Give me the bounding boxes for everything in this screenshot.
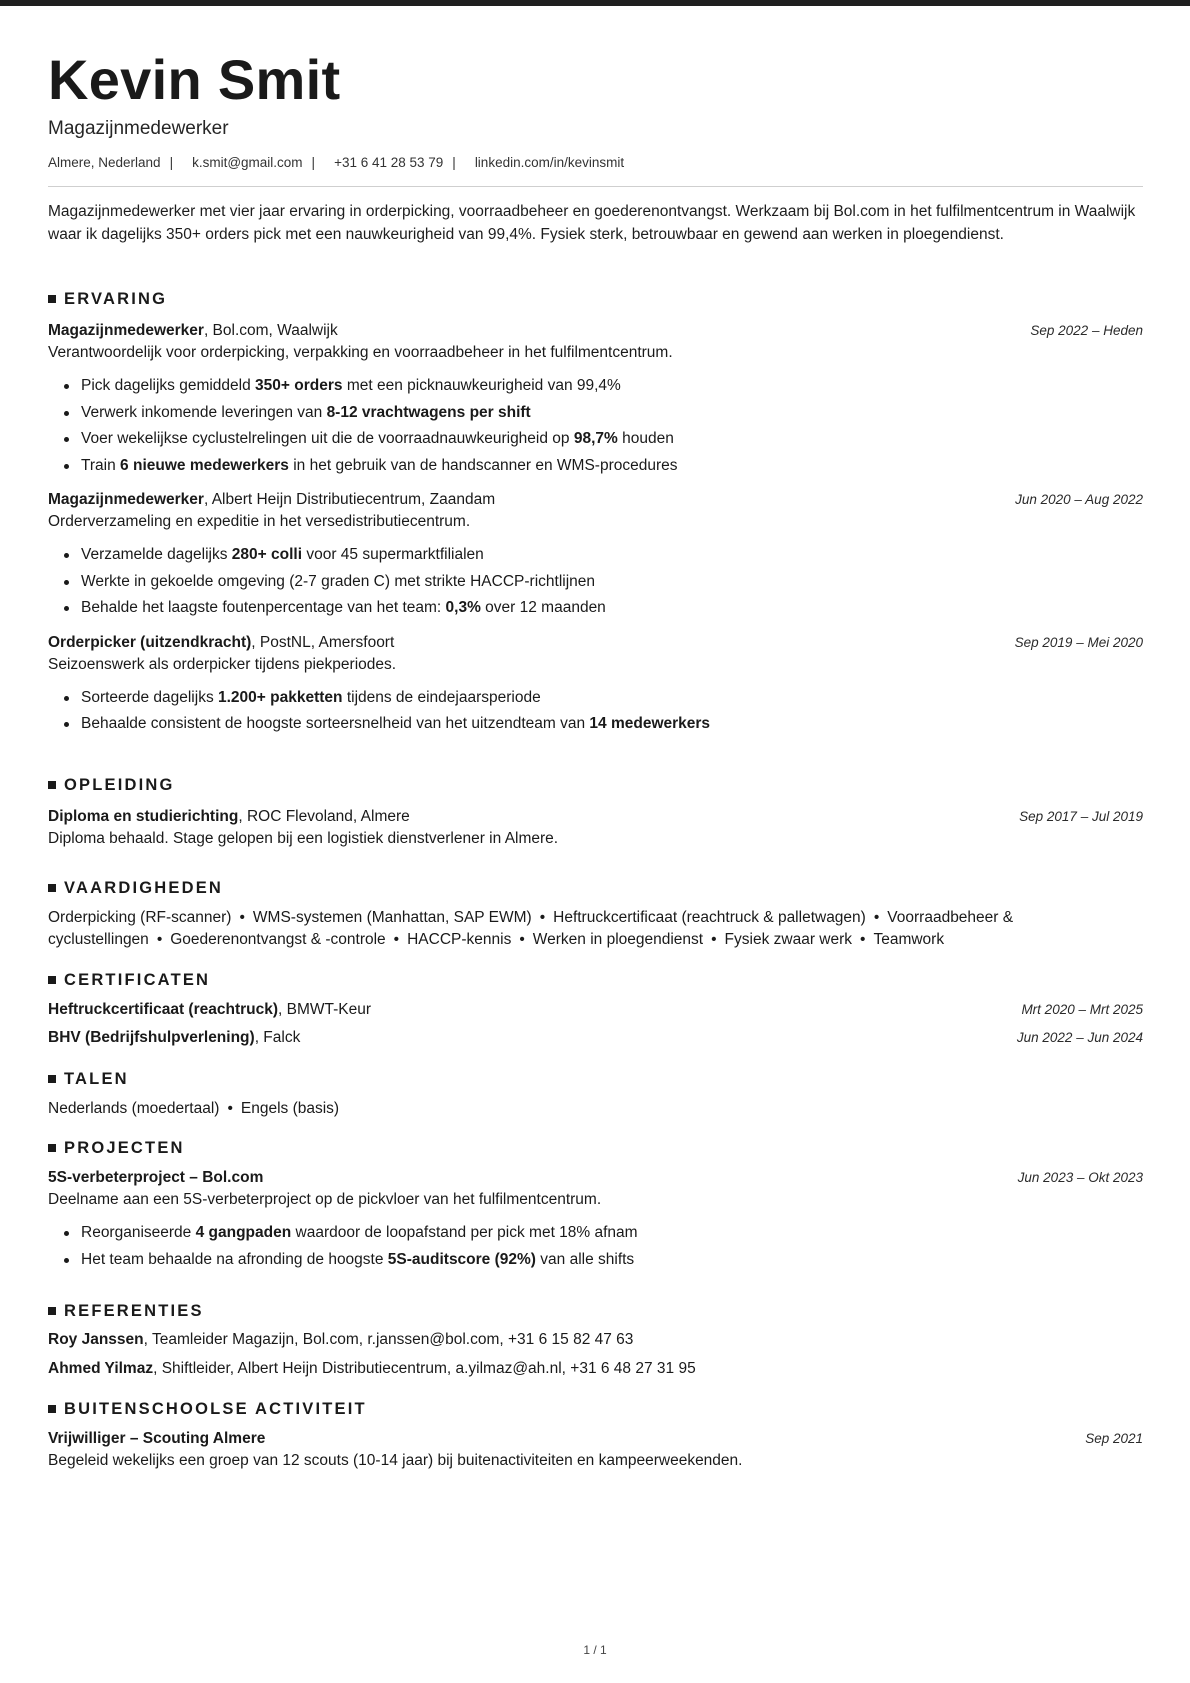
- contact-phone[interactable]: +31 6 41 28 53 79: [334, 155, 444, 170]
- section-heading: OPLEIDING: [48, 774, 1143, 796]
- section-heading: REFERENTIES: [48, 1300, 1143, 1322]
- square-bullet-icon: [48, 1405, 56, 1413]
- list-item: Pick dagelijks gemiddeld 350+ orders met een picknauwkeurigheid van 99,4%: [48, 373, 1143, 400]
- job-org: , PostNL, Amersfoort: [251, 633, 395, 651]
- job-description: Verantwoordelijk voor orderpicking, verpakking en voorraadbeheer in het fulfilmentcentrum.: [48, 344, 673, 361]
- list-item: Verwerk inkomende leveringen van 8-12 vrachtwagens per shift: [48, 400, 1143, 427]
- job-description: Seizoenswerk als orderpicker tijdens piekperiodes.: [48, 655, 397, 673]
- education-school: , ROC Flevoland, Almere: [238, 808, 410, 825]
- job-bullets: [48, 542, 1143, 622]
- job-header: [48, 320, 1143, 342]
- job-bullets: [48, 373, 1143, 479]
- references-section: [48, 1300, 1143, 1383]
- list-item: Het team behaalde na afronding de hoogste 5S-auditscore (92%) van alle shifts: [48, 1247, 1143, 1274]
- references-list: [48, 1325, 1143, 1383]
- section-heading: ERVARING: [48, 288, 1143, 310]
- job-entry: [48, 632, 1143, 738]
- job-date: Jun 2020 – Aug 2022: [1015, 492, 1143, 507]
- projects-section: [48, 1137, 1143, 1273]
- job-bullets: [48, 685, 1143, 738]
- skills-list: [48, 907, 1143, 951]
- activities-section: [48, 1398, 1143, 1472]
- job-header: [48, 489, 1143, 511]
- skills-line: Orderpicking (RF-scanner) • WMS-systemen (Manhattan, SAP EWM) • Heftruckcertificaat (reachtruck & palletwagen) • Voorraadbeheer &: [48, 909, 1014, 926]
- section-heading: PROJECTEN: [48, 1137, 1143, 1159]
- education-date: Sep 2017 – Jul 2019: [1019, 809, 1143, 824]
- contact-location: Almere, Nederland: [48, 155, 161, 170]
- section-heading: TALEN: [48, 1068, 1143, 1090]
- skills-section: [48, 877, 1143, 951]
- education-section: [48, 774, 1143, 850]
- job-date: Sep 2022 – Heden: [1030, 323, 1143, 338]
- languages-list: Nederlands (moedertaal) • Engels (basis): [48, 1100, 340, 1117]
- job-description: Orderverzameling en expeditie in het versedistributiecentrum.: [48, 513, 471, 530]
- job-role: Magazijnmedewerker: [48, 322, 204, 339]
- profile-summary: Magazijnmedewerker met vier jaar ervaring in orderpicking, voorraadbeheer en goederenontvangst. Werkzaam bij Bol.com in het fulfilmentcentrum in Waalwijk waar ik dagelijks 350+ orders pick met een nauwkeurigheid van 99,4%. Fysiek sterk, betrouwbaar en gewend aan werken in ploegendienst.: [48, 203, 1136, 243]
- contact-linkedin[interactable]: linkedin.com/in/kevinsmit: [474, 155, 625, 170]
- job-entry: [48, 320, 1143, 479]
- reference-row: Ahmed Yilmaz, Shiftleider, Albert Heijn Distributiecentrum, a.yilmaz@ah.nl, +31 6 48 27 31 95: [48, 1360, 696, 1377]
- square-bullet-icon: [48, 1144, 56, 1152]
- square-bullet-icon: [48, 884, 56, 892]
- header-divider: [48, 186, 1143, 187]
- list-item: Werkte in gekoelde omgeving (2-7 graden C) met strikte HACCP-richtlijnen: [48, 569, 1143, 596]
- contact-separator: |: [452, 155, 456, 170]
- project-header: [48, 1167, 1143, 1189]
- activity-header: [48, 1428, 1143, 1450]
- certificate-row: BHV (Bedrijfshulpverlening), Falck Jun 2022 – Jun 2024: [48, 1029, 1143, 1046]
- square-bullet-icon: [48, 295, 56, 303]
- project-bullets: [48, 1220, 1143, 1273]
- contact-email[interactable]: k.smit@gmail.com: [192, 155, 303, 170]
- job-org: , Bol.com, Waalwijk: [203, 322, 338, 339]
- certificate-row: Heftruckcertificaat (reachtruck), BMWT-Keur Mrt 2020 – Mrt 2025: [48, 1001, 1143, 1018]
- top-bar: [0, 0, 1190, 6]
- list-item: Verzamelde dagelijks 280+ colli voor 45 supermarktfilialen: [48, 542, 1143, 569]
- square-bullet-icon: [48, 1075, 56, 1083]
- activity-date: Sep 2021: [1085, 1431, 1143, 1446]
- square-bullet-icon: [48, 781, 56, 789]
- job-header: [48, 632, 1143, 654]
- job-org: , Albert Heijn Distributiecentrum, Zaandam: [203, 491, 496, 508]
- list-item: Behaalde consistent de hoogste sorteersnelheid van het uitzendteam van 14 medewerkers: [48, 711, 1143, 738]
- job-role: Magazijnmedewerker: [48, 491, 204, 508]
- reference-row: Roy Janssen, Teamleider Magazijn, Bol.com, r.janssen@bol.com, +31 6 15 82 47 63: [48, 1331, 634, 1348]
- activity-name: Vrijwilliger – Scouting Almere: [48, 1430, 266, 1447]
- list-item: Reorganiseerde 4 gangpaden waardoor de loopafstand per pick met 18% afnam: [48, 1220, 1143, 1247]
- square-bullet-icon: [48, 976, 56, 984]
- activity-description: Begeleid wekelijks een groep van 12 scouts (10-14 jaar) bij buitenactiviteiten en kampeerweekenden.: [48, 1452, 743, 1469]
- experience-section: [48, 288, 1143, 738]
- job-date: Sep 2019 – Mei 2020: [1014, 634, 1143, 650]
- page-number: 1 / 1: [583, 1643, 607, 1657]
- list-item: Behalde het laagste foutenpercentage van het team: 0,3% over 12 maanden: [48, 595, 1143, 622]
- list-item: Voer wekelijkse cyclustelrelingen uit die de voorraadnauwkeurigheid op 98,7% houden: [48, 426, 1143, 453]
- section-heading: CERTIFICATEN: [48, 969, 1143, 991]
- project-name: 5S-verbeterproject – Bol.com: [48, 1169, 264, 1186]
- education-header: [48, 806, 1143, 828]
- education-degree: Diploma en studierichting: [48, 808, 239, 825]
- section-heading: VAARDIGHEDEN: [48, 877, 1143, 899]
- certificates-section: [48, 969, 1143, 1049]
- education-description: Diploma behaald. Stage gelopen bij een logistiek dienstverlener in Almere.: [48, 830, 559, 847]
- languages-section: [48, 1068, 1143, 1120]
- job-role: Orderpicker (uitzendkracht): [48, 633, 252, 651]
- section-heading: BUITENSCHOOLSE ACTIVITEIT: [48, 1398, 1143, 1420]
- skills-line: cyclustellingen • Goederenontvangst & -controle • HACCP-kennis • Werken in ploegendienst • Fysiek zwaar werk • Teamwork: [48, 931, 945, 948]
- square-bullet-icon: [48, 1307, 56, 1315]
- contact-separator: |: [311, 155, 316, 170]
- list-item: Sorteerde dagelijks 1.200+ pakketten tijdens de eindejaarsperiode: [48, 685, 1143, 712]
- contact-line: [48, 154, 633, 172]
- project-description: Deelname aan een 5S-verbeterproject op de pickvloer van het fulfilmentcentrum.: [48, 1191, 602, 1208]
- candidate-title: Magazijnmedewerker: [48, 118, 229, 139]
- project-date: Jun 2023 – Okt 2023: [1017, 1170, 1143, 1185]
- job-entry: [48, 489, 1143, 622]
- candidate-name: Kevin Smit: [48, 48, 341, 111]
- contact-separator: |: [169, 155, 174, 170]
- list-item: Train 6 nieuwe medewerkers in het gebruik van de handscanner en WMS-procedures: [48, 453, 1143, 480]
